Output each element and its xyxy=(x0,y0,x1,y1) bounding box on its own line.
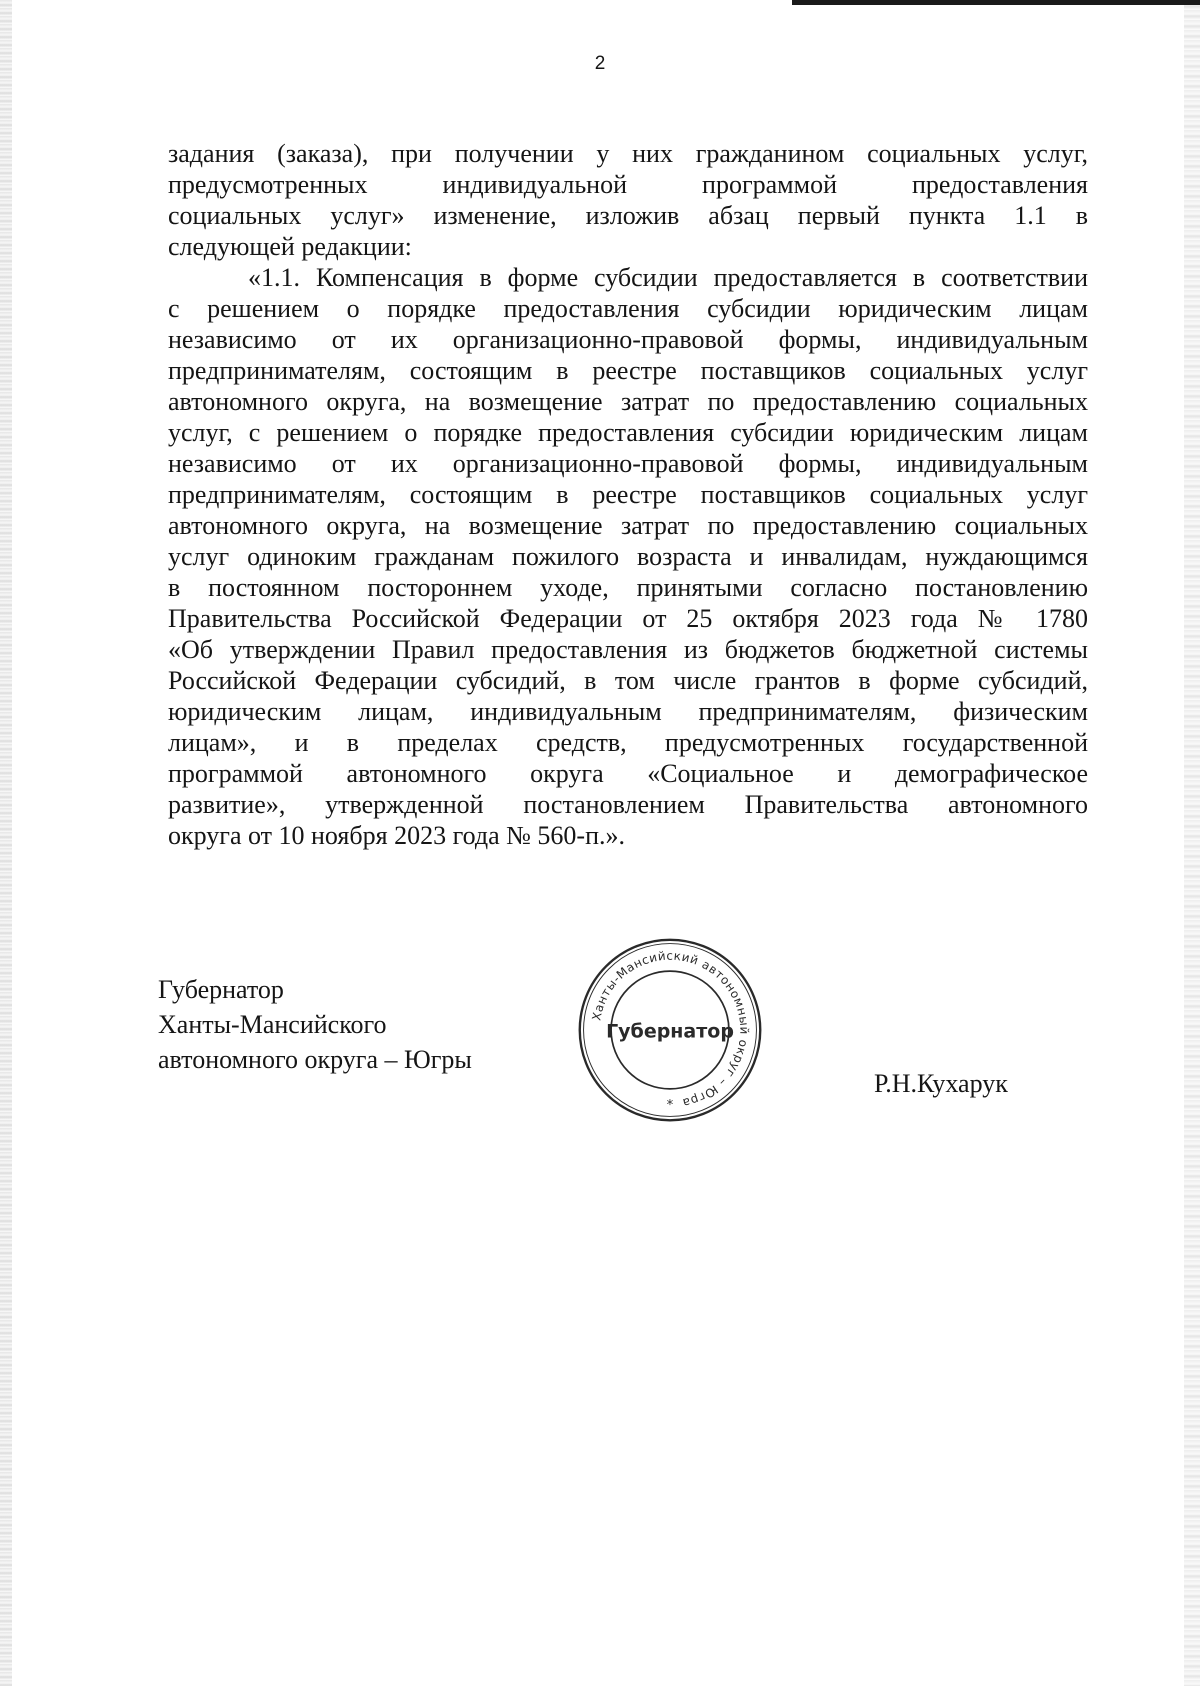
text-line: «Об утверждении Правил предоставления из бюджетов бюджетной системы xyxy=(168,635,1088,664)
scan-edge-right xyxy=(1184,0,1200,1686)
text-line: социальных услуг» изменение, изложив абзац первый пункта 1.1 в xyxy=(168,201,1088,230)
signer-title-line: Ханты-Мансийского xyxy=(158,1010,387,1039)
text-line: юридическим лицам, индивидуальным предпринимателям, физическим xyxy=(168,697,1088,726)
text-line: лицам», и в пределах средств, предусмотренных государственной xyxy=(168,728,1088,757)
text-line: предпринимателям, состоящим в реестре поставщиков социальных услуг xyxy=(168,356,1088,385)
text-line: независимо от их организационно-правовой формы, индивидуальным xyxy=(168,325,1088,354)
text-line: развитие», утвержденной постановлением Правительства автономного xyxy=(168,790,1088,819)
text-line: с решением о порядке предоставления субсидии юридическим лицам xyxy=(168,294,1088,323)
text-line: Правительства Российской Федерации от 25 октября 2023 года № 1780 xyxy=(168,604,1088,633)
seal-center-text: Губернатор xyxy=(606,1020,734,1043)
text-line: услуг одиноким гражданам пожилого возраста и инвалидам, нуждающимся xyxy=(168,542,1088,571)
page-number: 2 xyxy=(594,53,606,74)
document-body xyxy=(168,138,1088,851)
text-line: предусмотренных индивидуальной программой предоставления xyxy=(168,170,1088,199)
text-line: «1.1. Компенсация в форме субсидии предоставляется в соответствии xyxy=(248,263,1088,292)
scan-top-bar xyxy=(792,0,1200,5)
signer-title-line: Губернатор xyxy=(158,975,284,1004)
text-line: программой автономного округа «Социальное и демографическое xyxy=(168,759,1088,788)
text-line: задания (заказа), при получении у них гражданином социальных услуг, xyxy=(168,139,1088,168)
signer-title-block xyxy=(158,972,472,1077)
text-line: автономного округа, на возмещение затрат по предоставлению социальных xyxy=(168,387,1088,416)
signer-name: Р.Н.Кухарук xyxy=(874,1069,1008,1098)
text-line: независимо от их организационно-правовой формы, индивидуальным xyxy=(168,449,1088,478)
official-seal xyxy=(575,935,765,1125)
seal-star-icon: * xyxy=(666,1097,674,1113)
paragraph-1 xyxy=(168,138,1088,262)
paragraph-2 xyxy=(168,262,1088,851)
text-line: предпринимателям, состоящим в реестре поставщиков социальных услуг xyxy=(168,480,1088,509)
text-line: Российской Федерации субсидий, в том числе грантов в форме субсидий, xyxy=(168,666,1088,695)
text-line: в постоянном постороннем уходе, принятыми согласно постановлению xyxy=(168,573,1088,602)
scan-edge-left xyxy=(0,0,12,1686)
text-line: округа от 10 ноября 2023 года № 560-п.». xyxy=(168,821,625,850)
text-line: следующей редакции: xyxy=(168,232,412,261)
signer-title-line: автономного округа – Югры xyxy=(158,1045,472,1074)
text-line: автономного округа, на возмещение затрат по предоставлению социальных xyxy=(168,511,1088,540)
seal-ring-text: Ханты-Мансийский автономный округ – Югра xyxy=(589,948,752,1111)
text-line: услуг, с решением о порядке предоставления субсидии юридическим лицам xyxy=(168,418,1088,447)
